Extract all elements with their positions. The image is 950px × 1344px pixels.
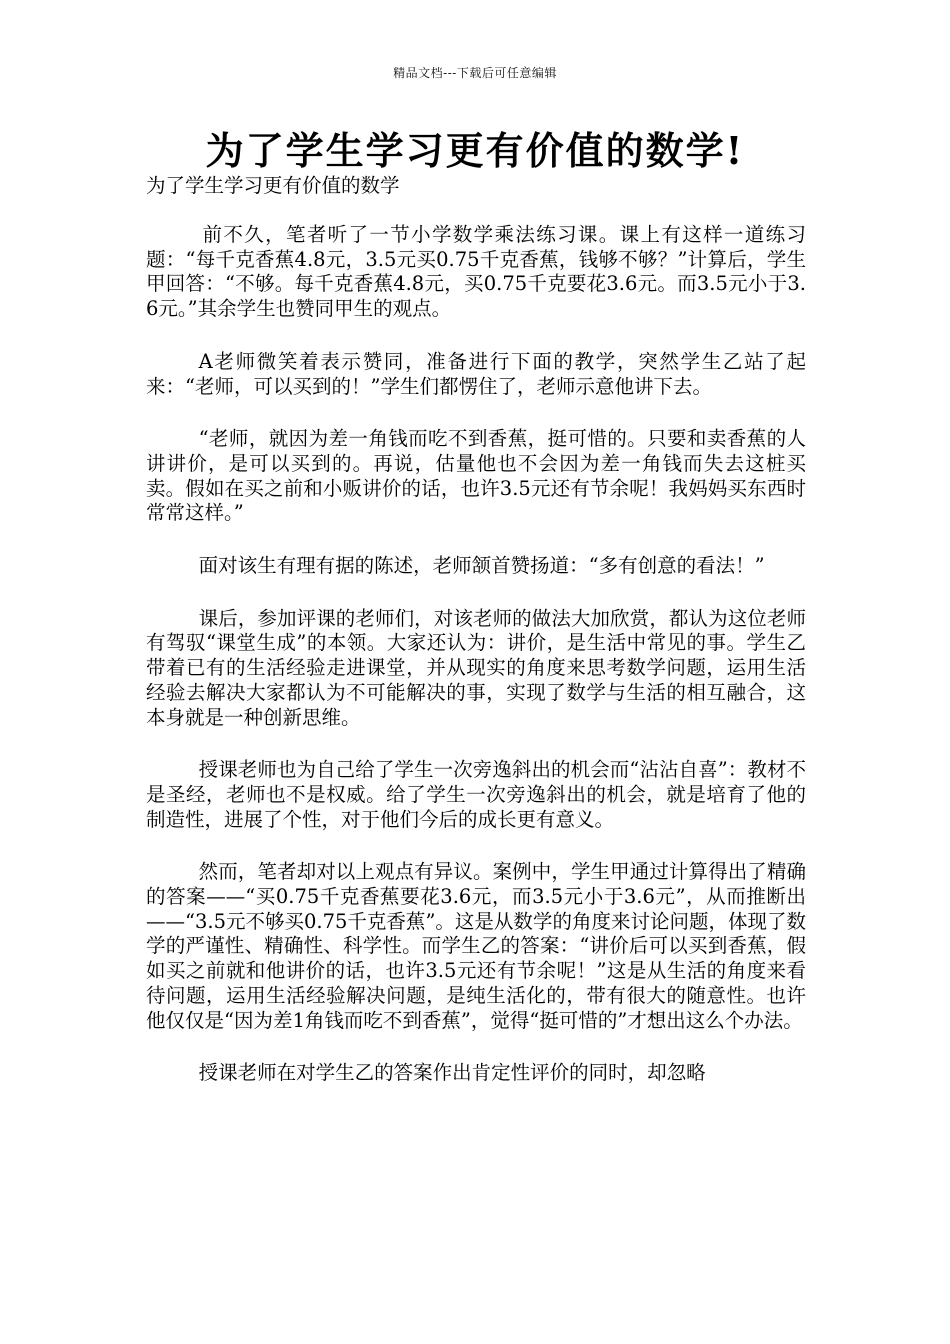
paragraph-2: A老师微笑着表示赞同，准备进行下面的教学，突然学生乙站了起来：“老师，可以买到的！”学生们都愣住了，老师示意他讲下去。 [146, 349, 806, 398]
page-header: 精品文档---下载后可任意编辑 [393, 66, 557, 80]
document-title: 为了学生学习更有价值的数学! [205, 128, 745, 173]
article-body [146, 223, 806, 1114]
paragraph-5: 课后，参加评课的老师们，对该老师的做法大加欣赏，都认为这位老师有驾驭“课堂生成”的本领。大家还认为：讲价，是生活中常见的事。学生乙带着已有的生活经验走进课堂，并从现实的角度来思考数学问题，运用生活经验去解决大家都认为不可能解决的事，实现了数学与生活的相互融合，这本身就是一种创新思维。 [146, 606, 806, 729]
document-subtitle: 为了学生学习更有价值的数学 [146, 174, 400, 197]
paragraph-6: 授课老师也为自己给了学生一次旁逸斜出的机会而“沾沾自喜”：教材不是圣经，老师也不是权威。给了学生一次旁逸斜出的机会，就是培育了他的制造性，进展了个性，对于他们今后的成长更有意义。 [146, 758, 806, 831]
paragraph-7: 然而，笔者却对以上观点有异议。案例中，学生甲通过计算得出了精确的答案——“买0.75千克香蕉要花3.6元，而3.5元小于3.6元”，从而推断出——“3.5元不够买0.75千克香蕉”。这是从数学的角度来讨论问题，体现了数学的严谨性、精确性、科学性。而学生乙的答案：“讲价后可以买到香蕉，假如买之前就和他讲价的话，也许3.5元还有节余呢！”这是从生活的角度来看待问题，运用生活经验解决问题，是纯生活化的，带有很大的随意性。也许他仅仅是“因为差1角钱而吃不到香蕉”，觉得“挺可惜的”才想出这么个办法。 [146, 860, 806, 1032]
paragraph-1: 前不久，笔者听了一节小学数学乘法练习课。课上有这样一道练习题：“每千克香蕉4.8元，3.5元买0.75千克香蕉，钱够不够？”计算后，学生甲回答：“不够。每千克香蕉4.8元，买0.75千克要花3.6元。而3.5元小于3.6元。”其余学生也赞同甲生的观点。 [146, 223, 806, 321]
paragraph-4: 面对该生有理有据的陈述，老师颔首赞扬道：“多有创意的看法！” [198, 554, 765, 578]
paragraph-8: 授课老师在对学生乙的答案作出肯定性评价的同时，却忽略 [198, 1061, 706, 1085]
paragraph-3: “老师，就因为差一角钱而吃不到香蕉，挺可惜的。只要和卖香蕉的人讲讲价，是可以买到的。再说，估量他也不会因为差一角钱而失去这桩买卖。假如在买之前和小贩讲价的话，也许3.5元还有节余呢！我妈妈买东西时常常这样。” [146, 427, 806, 525]
